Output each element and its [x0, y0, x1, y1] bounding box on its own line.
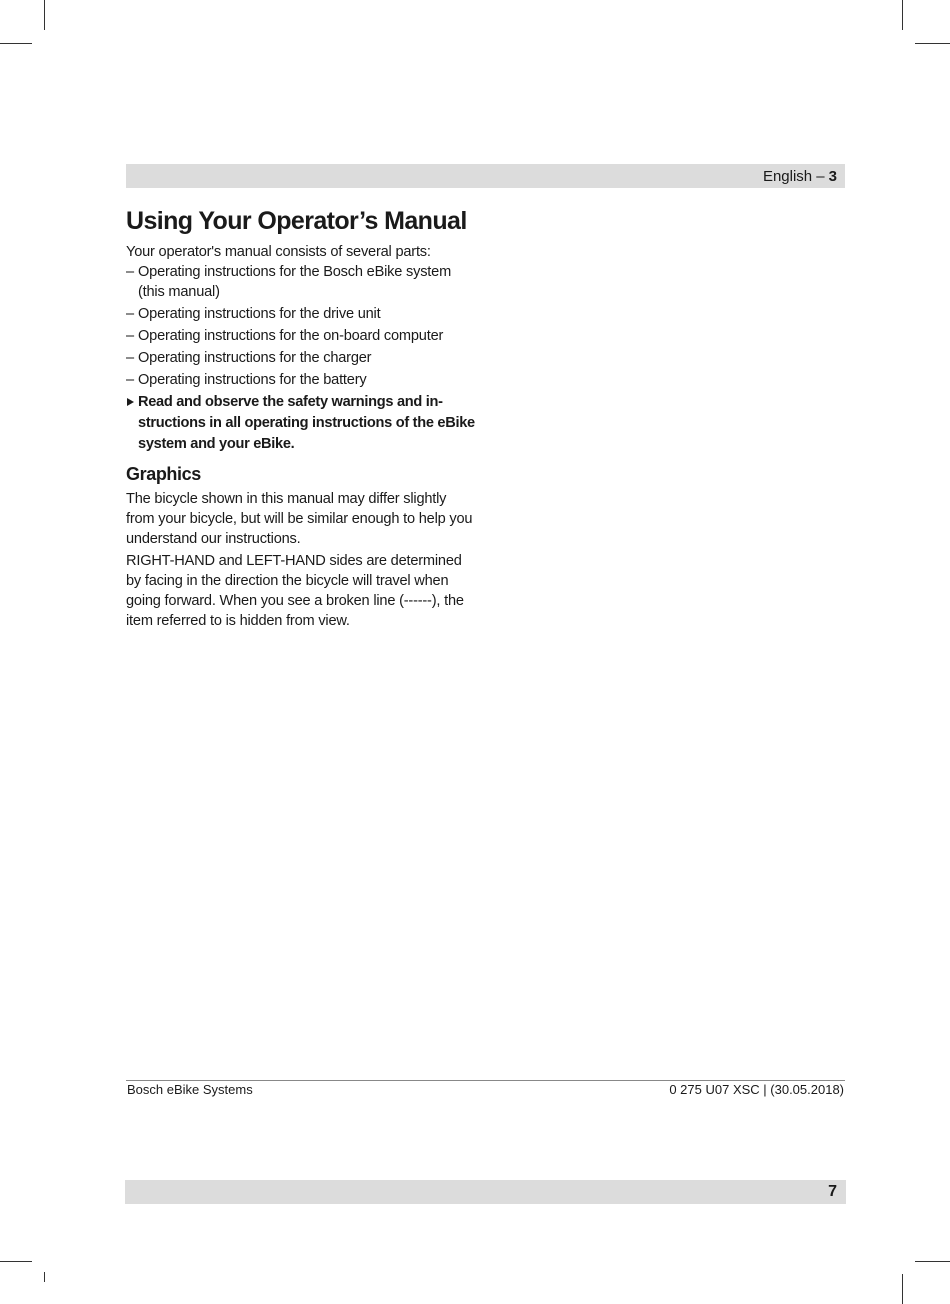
- page-title: Using Your Operator’s Manual: [126, 207, 467, 235]
- crop-mark: [0, 43, 32, 44]
- footer-company: Bosch eBike Systems: [127, 1082, 253, 1097]
- crop-mark: [902, 1274, 903, 1304]
- list-item: – Operating instructions for the battery: [126, 370, 476, 390]
- list-item: – Operating instructions for the drive unit: [126, 304, 476, 324]
- footer-divider: [126, 1080, 845, 1081]
- main-column: [126, 200, 476, 631]
- crop-mark: [44, 0, 45, 30]
- arrow-bullet-icon: [127, 398, 134, 406]
- intro-text: Your operator's manual consists of several parts:: [126, 244, 431, 260]
- parts-list: [126, 262, 476, 390]
- list-item: – Operating instructions for the charger: [126, 348, 476, 368]
- page-header: [126, 164, 845, 188]
- crop-mark: [915, 1261, 950, 1262]
- section-heading-graphics: Graphics: [126, 464, 201, 484]
- header-page-number: 3: [828, 167, 837, 185]
- page-number-bar: [125, 1180, 846, 1204]
- crop-mark: [902, 0, 903, 30]
- header-section: English –: [762, 167, 825, 185]
- graphics-paragraph: The bicycle shown in this manual may differ slightly from your bicycle, but will be similar enough to help you understand our instructions.: [126, 491, 473, 547]
- crop-mark: [44, 1272, 45, 1282]
- crop-mark: [0, 1261, 32, 1262]
- safety-warning-text: Read and observe the safety warnings and in-structions in all operating instructions of the eBike system and your eBike.: [138, 394, 475, 452]
- crop-mark: [915, 43, 950, 44]
- page-number: 7: [828, 1183, 837, 1200]
- safety-warning: [126, 392, 476, 455]
- graphics-paragraph: RIGHT-HAND and LEFT-HAND sides are determined by facing in the direction the bicycle will travel when going forward. When you see a broken line (------), the item referred to is hidden from view.: [126, 553, 464, 629]
- list-item: – Operating instructions for the on-board computer: [126, 326, 476, 346]
- footer-document-id: 0 275 U07 XSC | (30.05.2018): [669, 1082, 844, 1097]
- list-item: – Operating instructions for the Bosch eBike system (this manual): [126, 262, 476, 302]
